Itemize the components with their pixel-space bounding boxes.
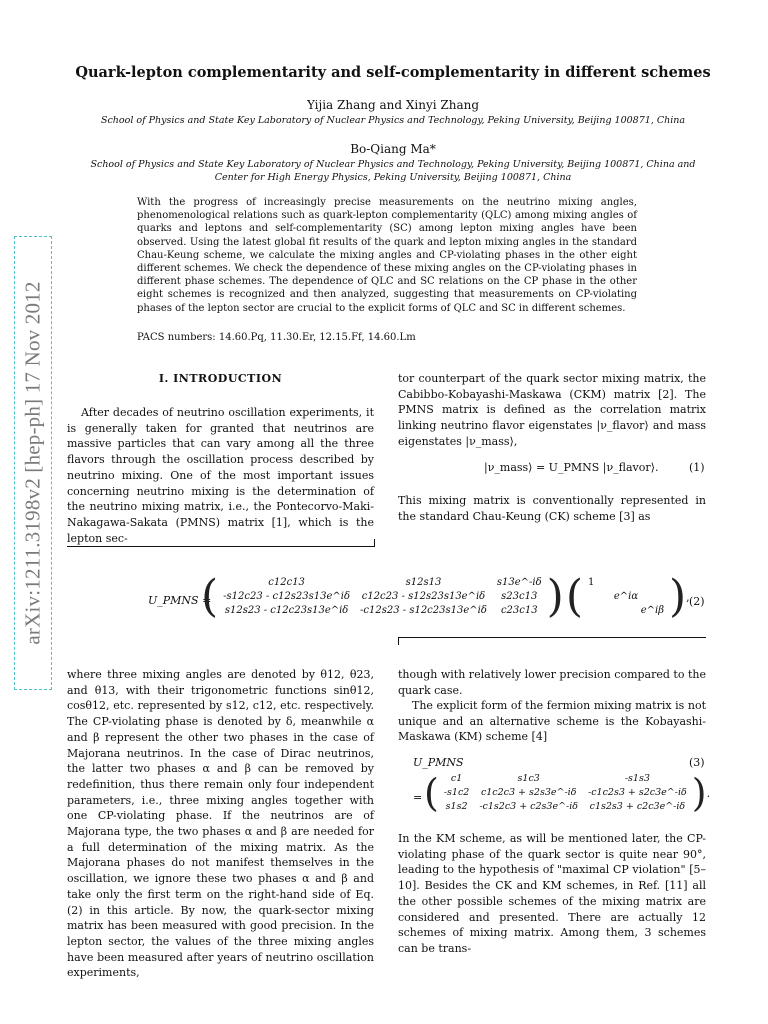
matrix-cell: -c12s23 - s12c23s13e^iδ bbox=[360, 605, 487, 616]
matrix-cell: c12c23 - s12s23s13e^iδ bbox=[361, 591, 486, 602]
matrix-cell: -s12c23 - c12s23s13e^iδ bbox=[223, 591, 351, 602]
matrix-cell: c1s2s3 + c2c3e^-iδ bbox=[589, 801, 686, 812]
matrix-cell: s13e^-iδ bbox=[496, 577, 542, 588]
comma: , bbox=[686, 590, 690, 604]
right-paren: ) bbox=[669, 571, 687, 622]
affiliation-1: School of Physics and State Key Laboratory of Nuclear Physics and Technology, Peking University, Beijing 100871, China bbox=[100, 115, 686, 126]
affiliation-2a: School of Physics and State Key Laboratory of Nuclear Physics and Technology, Peking University, Beijing 100871, China and bbox=[90, 159, 696, 170]
matrix-cell: s1c3 bbox=[517, 773, 540, 784]
arxiv-stamp bbox=[14, 236, 52, 690]
rule-top bbox=[67, 546, 374, 547]
equation-3-matrix bbox=[424, 772, 710, 814]
matrix-cell: s12s13 bbox=[405, 577, 442, 588]
arxiv-stamp-text: arXiv:1211.3198v2 [hep-ph] 17 Nov 2012 bbox=[20, 281, 45, 645]
abstract: With the progress of increasingly precise measurements on the neutrino mixing angles, phenomenological relations such as quark-lepton complementarity (QLC) among mixing angles of quarks and leptons and self-complementarity (SC) among lepton mixing angles have been observed. Using the latest global fit results of the quark and lepton mixing angles in the standard Chau-Keung scheme, we calculate the mixing angles and CP-violating phases in the other eight different schemes. We check the dependence of these mixing angles on the CP-violating phases in different phase schemes. The dependence of QLC and SC relations on the CP phase in the other eight schemes is recognized and then analyzed, suggesting that measurements on CP-violating phases of the lepton sector are crucial to the explicit forms of QLC and SC in different schemes. bbox=[137, 197, 637, 314]
equation-1: |ν_mass⟩ = U_PMNS |ν_flavor⟩. bbox=[484, 461, 659, 474]
matrix-cell: s23c13 bbox=[501, 591, 538, 602]
col2-body-text: though with relatively lower precision compared to the quark case. bbox=[398, 668, 706, 697]
equation-2-lhs: U_PMNS = bbox=[148, 594, 212, 607]
col2-bottom-text: In the KM scheme, as will be mentioned later, the CP-violating phase of the quark sector is quite near 90°, leading to the hypothesis of "maximal CP violation" [5–10]. Besides the CK and KM schemes, in Ref. [11] all the other possible schemes of the mixing matrix are considered and presented. There are actually 12 schemes of mixing matrix. Among them, 3 schemes can be trans- bbox=[398, 832, 706, 955]
pmns-matrix bbox=[218, 576, 546, 618]
col1-intro-text: After decades of neutrino oscillation experiments, it is generally taken for granted that neutrinos are massive particles that can vary among all the three flavors through the oscillation process described by neutrino mixing. One of the most important issues concerning neutrino mixing is the determination of the neutrino mixing matrix, i.e., the Pontecorvo-Maki-Nakagawa-Sakata (PMNS) matrix [1], which is the lepton sec- bbox=[67, 406, 374, 545]
matrix-cell: c23c13 bbox=[500, 605, 538, 616]
phase-cell: 1 bbox=[588, 577, 595, 588]
matrix-cell: -s1s3 bbox=[624, 773, 650, 784]
right-paren: ) bbox=[546, 571, 564, 622]
equation-1-number: (1) bbox=[689, 461, 705, 474]
col2-intro-text: tor counterpart of the quark sector mixing matrix, the Cabibbo-Kobayashi-Maskawa (CKM) matrix [2]. The PMNS matrix is defined as the correlation matrix linking neutrino flavor eigenstates |ν_flavor⟩ and mass eigenstates |ν_mass⟩, bbox=[398, 372, 706, 448]
matrix-cell: c12c13 bbox=[268, 577, 305, 588]
rule-top-tick bbox=[374, 539, 375, 547]
paper-title: Quark-lepton complementarity and self-complementarity in different schemes bbox=[75, 64, 711, 81]
km-matrix bbox=[439, 772, 692, 814]
right-paren: ) bbox=[691, 771, 707, 815]
matrix-cell: -c1c2s3 + s2c3e^-iδ bbox=[588, 787, 687, 798]
phase-cell: e^iα bbox=[613, 591, 639, 602]
period: . bbox=[706, 786, 711, 800]
affiliation-2b: Center for High Energy Physics, Peking University, Beijing 100871, China bbox=[214, 172, 572, 183]
rule-bottom bbox=[398, 637, 706, 638]
rule-bottom-tick bbox=[398, 637, 399, 645]
col1-body-text: where three mixing angles are denoted by θ12, θ23, and θ13, with their trigonometric functions sinθ12, cosθ12, etc. represented by s12, c12, etc. respectively. The CP-violating phase is denoted by δ, meanwhile α and β represent the other two phases in the case of Majorana neutrinos. In the case of Dirac neutrinos, the latter two phases α and β can be removed by redefinition, thus there remain only four independent parameters, i.e., three mixing angles together with one CP-violating phase. If the neutrinos are of Majorana type, the two phases α and β are needed for a full determination of the mixing matrix. As the Majorana phases do not manifest themselves in the oscillation, we ignore these two phases α and β and take only the first term on the right-hand side of Eq. (2) in this article. By now, the quark-sector mixing matrix has been measured with good precision. In the lepton sector, the values of the three mixing angles have been measured after years of neutrino oscillation experiments, bbox=[67, 668, 374, 980]
section-heading: I. INTRODUCTION bbox=[158, 372, 283, 385]
matrix-cell: -c1s2c3 + c2s3e^-iδ bbox=[479, 801, 579, 812]
matrix-cell: c1c2c3 + s2s3e^-iδ bbox=[480, 787, 577, 798]
equation-3-lhs: U_PMNS bbox=[413, 756, 464, 769]
left-paren: ( bbox=[565, 571, 583, 622]
equation-3-equals: = bbox=[413, 791, 423, 804]
matrix-cell: -s1c2 bbox=[443, 787, 470, 798]
col2-km-text: The explicit form of the fermion mixing matrix is not unique and an alternative scheme is the Kobayashi-Maskawa (KM) scheme [4] bbox=[398, 699, 706, 744]
col2-ck-text: This mixing matrix is conventionally represented in the standard Chau-Keung (CK) scheme [3] as bbox=[398, 494, 706, 523]
matrix-cell: s12s23 - c12c23s13e^iδ bbox=[224, 605, 349, 616]
left-paren: ( bbox=[424, 771, 439, 815]
equation-3-number: (3) bbox=[689, 756, 705, 769]
matrix-cell: s1s2 bbox=[445, 801, 468, 812]
phase-cell: e^iβ bbox=[640, 605, 664, 616]
authors-2: Bo-Qiang Ma* bbox=[350, 142, 436, 156]
pacs-numbers: PACS numbers: 14.60.Pq, 11.30.Er, 12.15.Ff, 14.60.Lm bbox=[137, 332, 416, 343]
matrix-cell: c1 bbox=[450, 773, 463, 784]
authors-1: Yijia Zhang and Xinyi Zhang bbox=[306, 98, 480, 112]
equation-2-number: (2) bbox=[689, 595, 705, 608]
phase-matrix bbox=[583, 576, 669, 618]
left-paren: ( bbox=[201, 571, 219, 622]
equation-2-matrix bbox=[201, 571, 690, 622]
